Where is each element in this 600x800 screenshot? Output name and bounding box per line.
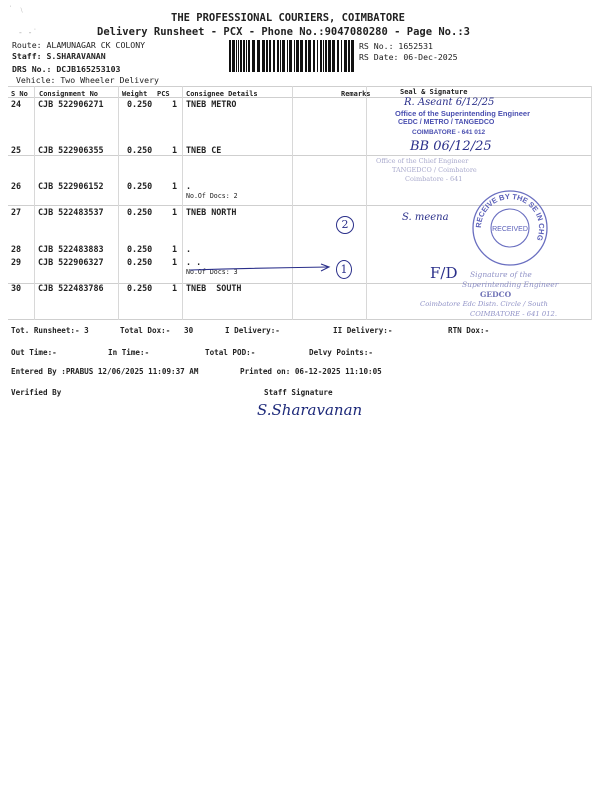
barcode-bar bbox=[273, 40, 275, 72]
col-header-sno: S No bbox=[11, 90, 28, 98]
row-weight: 0.250 bbox=[127, 244, 153, 254]
row-consignee-details: TNEB CE bbox=[186, 145, 222, 155]
barcode-bar bbox=[282, 40, 285, 72]
row-sno: 28 bbox=[11, 244, 22, 254]
barcode-bar bbox=[287, 40, 288, 72]
stamp-line: CEDC / METRO / TANGEDCO bbox=[398, 119, 495, 126]
handwritten-initials: BB 06/12/25 bbox=[410, 139, 492, 154]
col-header-consignee: Consignee Details bbox=[186, 90, 258, 98]
row-docs-count: No.Of Docs: 2 bbox=[186, 192, 238, 200]
staff: Staff: S.SHARAVANAN bbox=[12, 51, 106, 61]
drs-no: DRS No.: DCJB165253103 bbox=[12, 64, 121, 74]
received-stamp-ring: RECEIVE BY THE SE IN CHG bbox=[473, 191, 547, 242]
route: Route: ALAMUNAGAR CK COLONY bbox=[12, 40, 146, 50]
tot-runsheet: Tot. Runsheet:- 3 bbox=[11, 326, 89, 335]
row-weight: 0.250 bbox=[127, 207, 153, 217]
rs-no: RS No.: 1652531 bbox=[359, 41, 433, 51]
col-header-seal: Seal & Signature bbox=[400, 88, 468, 96]
vehicle: Vehicle: Two Wheeler Delivery bbox=[16, 75, 159, 85]
barcode-bar bbox=[246, 40, 247, 72]
row-weight: 0.250 bbox=[127, 283, 153, 293]
row-pcs: 1 bbox=[172, 244, 178, 254]
row-consignee-details: TNEB NORTH bbox=[186, 207, 237, 217]
barcode-bar bbox=[294, 40, 295, 72]
barcode-bar bbox=[243, 40, 245, 72]
barcode-bar bbox=[257, 40, 260, 72]
row-weight: 0.250 bbox=[127, 181, 153, 191]
row-pcs: 1 bbox=[172, 99, 178, 109]
stamp-line: COIMBATORE - 641 012. bbox=[470, 310, 558, 318]
barcode-bar bbox=[262, 40, 265, 72]
barcode-bar bbox=[269, 40, 271, 72]
barcode-bar bbox=[296, 40, 299, 72]
barcode-bar bbox=[277, 40, 279, 72]
barcode-bar bbox=[240, 40, 242, 72]
arrow-icon bbox=[188, 262, 333, 274]
runsheet-title: Delivery Runsheet - PCX - Phone No.:9047080280 - Page No.:3 bbox=[97, 26, 470, 38]
row-docs-count: No.Of Docs: 3 bbox=[186, 268, 238, 276]
row-pcs: 1 bbox=[172, 207, 178, 217]
row-consignee-details: . bbox=[186, 181, 192, 191]
stamp-line: Office of the Superintending Engineer bbox=[395, 109, 531, 118]
row-sno: 26 bbox=[11, 181, 22, 191]
stamp-line: Signature of the bbox=[470, 270, 532, 279]
barcode-bar bbox=[229, 40, 231, 72]
row-consignment-no: CJB 522906152 bbox=[38, 181, 104, 191]
rs-date: RS Date: 06-Dec-2025 bbox=[359, 52, 458, 62]
barcode-bar bbox=[236, 40, 237, 72]
barcode-bar bbox=[248, 40, 250, 72]
barcode-bar bbox=[337, 40, 339, 72]
barcode-bar bbox=[308, 40, 311, 72]
barcode-bar bbox=[317, 40, 318, 72]
row-consignee-details: TNEB SOUTH bbox=[186, 283, 242, 293]
row-pcs: 1 bbox=[172, 181, 178, 191]
barcode-bar bbox=[351, 40, 354, 72]
barcode-bar bbox=[323, 40, 324, 72]
col-header-consignment: Consignment No bbox=[39, 90, 99, 98]
row-consignment-no: CJB 522483786 bbox=[38, 283, 104, 293]
barcode-bar bbox=[232, 40, 235, 72]
out-time: Out Time:- bbox=[11, 348, 57, 357]
printed-on: Printed on: 06-12-2025 11:10:05 bbox=[240, 367, 382, 376]
entered-by: Entered By :PRABUS 12/06/2025 11:09:37 AM bbox=[11, 367, 199, 376]
remark-circled-2: 2 bbox=[336, 216, 354, 234]
row-sno: 24 bbox=[11, 99, 22, 109]
row-sno: 29 bbox=[11, 257, 22, 267]
barcode-bar bbox=[305, 40, 307, 72]
barcode bbox=[229, 40, 357, 72]
stamp-line: TANGEDCO / Coimbatore bbox=[392, 166, 477, 174]
scan-mark: ˙ ﹨ bbox=[8, 5, 26, 14]
barcode-bar bbox=[300, 40, 303, 72]
barcode-bar bbox=[320, 40, 322, 72]
row-weight: 0.250 bbox=[127, 99, 153, 109]
handwritten-signature: R. Aseant 6/12/25 bbox=[404, 97, 495, 108]
stamp-line: Coimbatore - 641 bbox=[405, 175, 463, 183]
row-pcs: 1 bbox=[172, 257, 178, 267]
i-delivery: I Delivery:- bbox=[225, 326, 280, 335]
row-consignment-no: CJB 522483883 bbox=[38, 244, 104, 254]
received-stamp bbox=[470, 188, 550, 268]
row-sno: 30 bbox=[11, 283, 22, 293]
barcode-bar bbox=[344, 40, 347, 72]
stamp-line: COIMBATORE - 641 012 bbox=[412, 129, 486, 136]
barcode-bar bbox=[252, 40, 255, 72]
row-pcs: 1 bbox=[172, 283, 178, 293]
stamp-line: Superintending Engineer bbox=[462, 280, 559, 289]
row-consignee-details: . bbox=[186, 244, 192, 254]
row-consignee-details: . . bbox=[186, 257, 202, 267]
delvy-points: Delvy Points:- bbox=[309, 348, 374, 357]
remark-circled-1: 1 bbox=[336, 260, 352, 279]
stamp-line: GEDCO bbox=[480, 290, 512, 299]
row-weight: 0.250 bbox=[127, 145, 153, 155]
in-time: In Time:- bbox=[108, 348, 150, 357]
row-weight: 0.250 bbox=[127, 257, 153, 267]
barcode-bar bbox=[328, 40, 331, 72]
barcode-bar bbox=[280, 40, 281, 72]
barcode-bar bbox=[341, 40, 342, 72]
handwritten-name: S. meena bbox=[402, 212, 449, 223]
barcode-bar bbox=[313, 40, 315, 72]
col-header-weight: Weight bbox=[122, 90, 148, 98]
barcode-bar bbox=[348, 40, 350, 72]
row-consignment-no: CJB 522906271 bbox=[38, 99, 104, 109]
barcode-bar bbox=[289, 40, 292, 72]
col-header-remarks: Remarks bbox=[341, 90, 371, 98]
col-header-pcs: PCS bbox=[157, 90, 170, 98]
ii-delivery: II Delivery:- bbox=[333, 326, 393, 335]
row-consignment-no: CJB 522483537 bbox=[38, 207, 104, 217]
row-pcs: 1 bbox=[172, 145, 178, 155]
rtn-dox: RTN Dox:- bbox=[448, 326, 490, 335]
stamp-line: Coimbatore Edc Distn. Circle / South bbox=[420, 300, 548, 308]
staff-signature-label: Staff Signature bbox=[264, 388, 333, 397]
total-dox: Total Dox:- 30 bbox=[120, 326, 194, 335]
row-sno: 25 bbox=[11, 145, 22, 155]
row-consignment-no: CJB 522906355 bbox=[38, 145, 104, 155]
stamp-line: Office of the Chief Engineer bbox=[376, 157, 469, 165]
barcode-bar bbox=[266, 40, 268, 72]
row-sno: 27 bbox=[11, 207, 22, 217]
total-pod: Total POD:- bbox=[205, 348, 256, 357]
svg-text:RECEIVE BY THE SE IN CHG bbox=[474, 192, 546, 242]
row-consignee-details: TNEB METRO bbox=[186, 99, 237, 109]
company-title: THE PROFESSIONAL COURIERS, COIMBATORE bbox=[171, 12, 405, 24]
barcode-bar bbox=[238, 40, 239, 72]
barcode-bar bbox=[332, 40, 335, 72]
staff-signature: S.Sharavanan bbox=[257, 401, 363, 419]
row-consignment-no: CJB 522906327 bbox=[38, 257, 104, 267]
handwritten-fd: F/D bbox=[430, 264, 458, 282]
barcode-bar bbox=[325, 40, 327, 72]
scan-mark: ‐ ‐˙ bbox=[18, 28, 38, 37]
verified-by: Verified By bbox=[11, 388, 62, 397]
received-stamp-center: RECEIVED bbox=[492, 226, 528, 233]
